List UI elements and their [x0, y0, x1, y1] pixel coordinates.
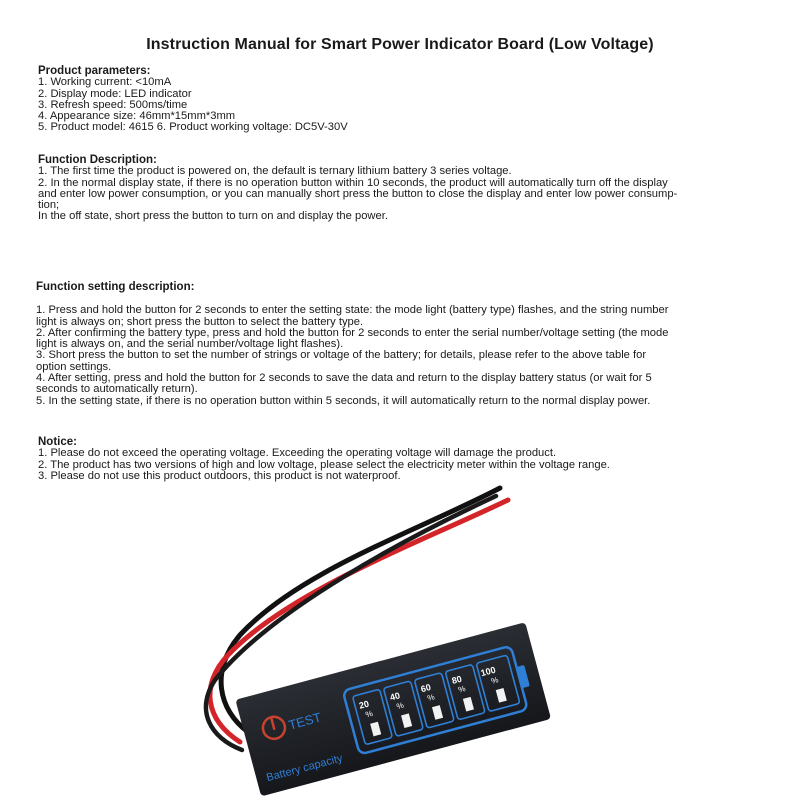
function-line: 1. The first time the product is powered on, the default is ternary lithium battery 3 series voltage.: [38, 165, 512, 178]
setting-line: 4. After setting, press and hold the button for 2 seconds to save the data and return to the display battery status (or wait for 5: [36, 372, 652, 385]
level-label-20: 20: [357, 698, 371, 711]
function-line: and enter low power consumption, or you can manually short press the button to close the display and enter low power consump-: [38, 187, 678, 200]
level-percent-40: %: [395, 700, 405, 712]
setting-line: light is always on; short press the button to select the battery type.: [36, 315, 364, 328]
product-parameters-section: [38, 66, 768, 134]
setting-line: seconds to automatically return).: [36, 383, 198, 396]
function-setting-heading: Function setting description:: [36, 281, 195, 293]
function-line: tion;: [38, 199, 60, 212]
test-label: TEST: [286, 709, 323, 733]
function-line: 2. In the normal display state, if there is no operation button within 10 seconds, the product will automatically turn off the display: [38, 176, 668, 189]
setting-line: 3. Short press the button to set the number of strings or voltage of the battery; for details, please refer to the above table for: [36, 349, 647, 362]
function-description-section: [38, 155, 768, 223]
level-percent-60: %: [426, 692, 436, 703]
function-setting-section: [36, 282, 766, 407]
function-description-heading: Function Description:: [38, 154, 157, 166]
notice-heading: Notice:: [38, 436, 77, 448]
level-label-80: 80: [450, 673, 463, 686]
notice-line: 1. Please do not exceed the operating voltage. Exceeding the operating voltage will damage the product.: [38, 447, 557, 460]
indicator-board-image: [170, 470, 730, 800]
parameter-line: 4. Appearance size: 46mm*15mm*3mm: [38, 110, 236, 123]
setting-line: 1. Press and hold the button for 2 seconds to enter the setting state: the mode light (battery type) flashes, and the string number: [36, 304, 669, 317]
setting-line: 5. In the setting state, if there is no operation button within 5 seconds, it will automatically return to the normal display power.: [36, 394, 651, 407]
level-percent-80: %: [457, 684, 467, 695]
parameter-line: 2. Display mode: LED indicator: [38, 87, 192, 100]
product-parameters-heading: Product parameters:: [38, 65, 151, 77]
setting-line: option settings.: [36, 360, 112, 373]
parameter-line: 1. Working current: <10mA: [38, 76, 172, 89]
level-label-40: 40: [388, 690, 402, 703]
function-line: In the off state, short press the button to turn on and display the power.: [38, 210, 388, 223]
parameter-line: 3. Refresh speed: 500ms/time: [38, 98, 188, 111]
level-percent-20: %: [364, 708, 374, 720]
setting-line: light is always on, and the serial number/voltage light flashes).: [36, 338, 344, 351]
indicator-board: [235, 622, 551, 796]
battery-capacity-label: Battery capacity: [265, 752, 344, 785]
notice-line: 2. The product has two versions of high and low voltage, please select the electricity meter within the voltage range.: [38, 458, 610, 471]
page-title: Instruction Manual for Smart Power Indicator Board (Low Voltage): [146, 36, 654, 53]
setting-line: 2. After confirming the battery type, press and hold the button for 2 seconds to enter the serial number/voltage setting (the mode: [36, 326, 669, 339]
notice-line: 3. Please do not use this product outdoors, this product is not waterproof.: [38, 469, 401, 482]
level-label-60: 60: [419, 682, 432, 695]
level-label-100: 100: [479, 664, 497, 679]
level-percent-100: %: [490, 675, 500, 686]
parameter-line: 5. Product model: 4615 6. Product working voltage: DC5V-30V: [38, 121, 348, 134]
